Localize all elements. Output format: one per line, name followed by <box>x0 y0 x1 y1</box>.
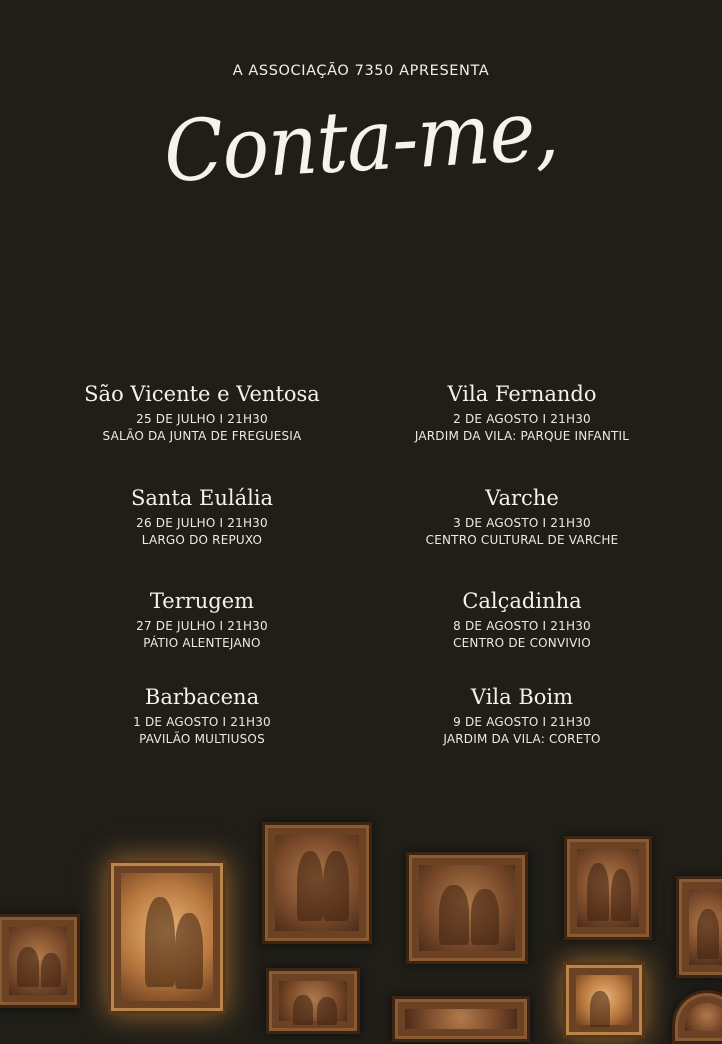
poster-title: Conta-me, <box>161 80 561 202</box>
event-vila-fernando <box>372 382 672 445</box>
event-terrugem <box>52 589 352 652</box>
presenter-line: A ASSOCIAÇÃO 7350 APRESENTA <box>232 63 490 79</box>
event-town: Vila Boim <box>470 685 574 709</box>
picture-frame-arched <box>672 990 722 1044</box>
event-town: São Vicente e Ventosa <box>84 382 320 406</box>
event-varche <box>372 486 672 549</box>
event-date: 3 DE AGOSTO I 21H30 <box>453 516 591 530</box>
event-date: 2 DE AGOSTO I 21H30 <box>453 412 591 426</box>
event-town: Varche <box>485 486 559 510</box>
event-date: 8 DE AGOSTO I 21H30 <box>453 619 591 633</box>
event-town: Santa Eulália <box>130 486 274 510</box>
event-date: 1 DE AGOSTO I 21H30 <box>133 715 271 729</box>
event-sao-vicente <box>52 382 352 445</box>
picture-frame <box>266 968 360 1034</box>
event-venue: PÁTIO ALENTEJANO <box>143 636 261 650</box>
event-date: 9 DE AGOSTO I 21H30 <box>453 715 591 729</box>
picture-frame-lit <box>563 962 645 1038</box>
event-date: 27 DE JULHO I 21H30 <box>136 619 268 633</box>
event-barbacena <box>52 685 352 748</box>
event-town: Calçadinha <box>462 589 582 613</box>
event-venue: LARGO DO REPUXO <box>141 533 263 547</box>
event-venue: JARDIM DA VILA: CORETO <box>443 732 601 746</box>
event-date: 25 DE JULHO I 21H30 <box>136 412 268 426</box>
event-town: Barbacena <box>144 685 260 709</box>
picture-frame <box>676 876 722 978</box>
picture-frame-lit <box>108 860 226 1014</box>
event-date: 26 DE JULHO I 21H30 <box>136 516 268 530</box>
event-calcadinha <box>372 589 672 652</box>
picture-frame <box>564 836 652 940</box>
event-venue: CENTRO CULTURAL DE VARCHE <box>425 533 619 547</box>
event-venue: JARDIM DA VILA: PARQUE INFANTIL <box>414 429 630 443</box>
picture-frame <box>0 914 80 1008</box>
event-town: Vila Fernando <box>447 382 597 406</box>
picture-frame <box>406 852 528 964</box>
picture-frame <box>262 822 372 944</box>
event-venue: CENTRO DE CONVIVIO <box>453 636 591 650</box>
event-town: Terrugem <box>149 589 255 613</box>
picture-frame <box>392 996 530 1042</box>
event-santa-eulalia <box>52 486 352 549</box>
event-vila-boim <box>372 685 672 748</box>
event-venue: PAVILÃO MULTIUSOS <box>139 732 265 746</box>
event-venue: SALÃO DA JUNTA DE FREGUESIA <box>102 429 302 443</box>
